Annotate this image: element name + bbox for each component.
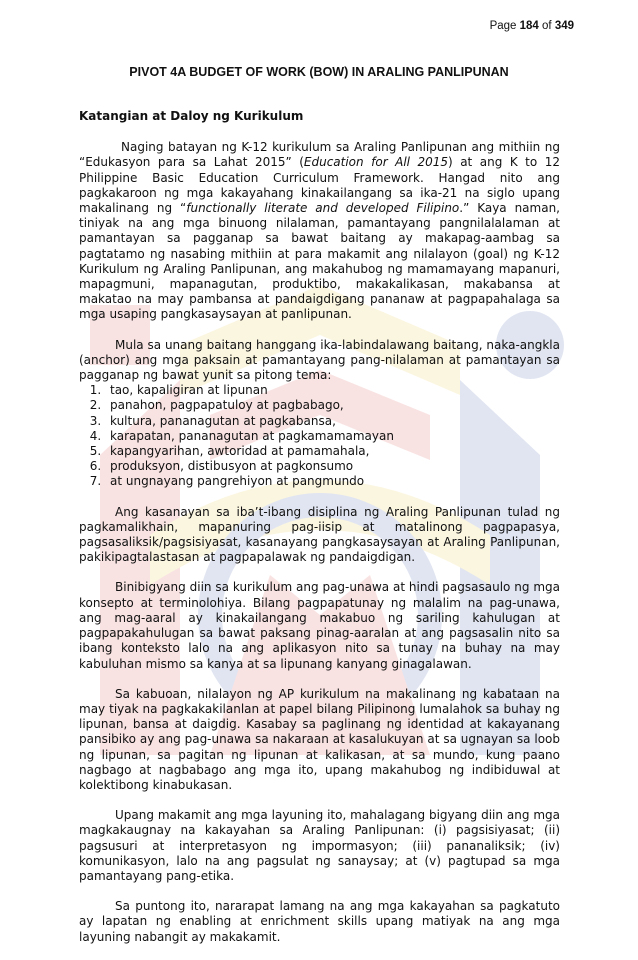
paragraph-competencies: Upang makamit ang mga layuning ito, mahalagang bigyang diin ang mga magkakaugnay na kakayahan sa Araling Panlipunan: (i) pagsisiyasat; (ii) pagsusuri at interpretasyon ng impormasyon; (iii) pananaliksik; (iv) komunikasyon, lalo na ang pagsulat ng sanaysay; at (v) pagtupad sa mga pamantayang pang-etika. xyxy=(79,808,560,883)
paragraph-skills: Ang kasanayan sa iba’t-ibang disiplina ng Araling Panlipunan tulad ng pagkamalikhain, mapanuring pag-iisip at matalinong pagpapasya, pagsasaliksik/pagsisiyasat, kasanayang pangkasaysayan at Araling Panlipunan, pakikipagtalastasan at pagpapalawak ng pandaigdigan. xyxy=(79,504,560,565)
page-of-label: of xyxy=(542,20,552,32)
page-number xyxy=(490,20,574,32)
p1-text-c: ) at ang K to 12 Philippine Basic Education Curriculum Framework. Hangad nito ang pagkakaroon ng mga kakayahang kinakailangang sa ika-21 na siglo upang makalinang ng “ xyxy=(79,155,560,216)
theme-item: 1. tao, kapaligiran at lipunan xyxy=(105,383,560,398)
p1-text-a: Naging batayan ng K-12 kurikulum sa Araling Panlipunan ang mithiin ng “Edukasyon para sa Lahat 2015” ( xyxy=(79,140,560,170)
page-label: Page xyxy=(489,20,517,32)
theme-item: 7. at ungnayang pangrehiyon at pangmundo xyxy=(105,474,560,489)
p1-italic-efa: Education for All 2015 xyxy=(303,155,449,170)
theme-item: 5. kapangyarihan, awtoridad at pamamahala, xyxy=(105,444,560,459)
document-title: PIVOT 4A BUDGET OF WORK (BOW) IN ARALING PANLIPUNAN xyxy=(129,65,509,79)
p1-italic-literate: functionally literate and developed Filipino xyxy=(186,201,460,216)
theme-item: 3. kultura, pananagutan at pagkabansa, xyxy=(105,414,560,429)
paragraph-themes-intro: Mula sa unang baitang hanggang ika-labindalawang baitang, naka-angkla (anchor) ang mga paksain at pamantayang pang-nilalaman at pamantayan sa pagganap ng bawat yunit sa pitong tema: xyxy=(79,337,560,383)
paragraph-understanding: Binibigyang diin sa kurikulum ang pag-unawa at hindi pagsasaulo ng mga konsepto at terminolohiya. Bilang pagpapatunay ng malalim na pag-unawa, ang mag-aaral ay kinakailangang makabuo ng sariling kahulugan at pagpapakahulugan sa bawat paksang pinag-aaralan at ang pagsasalin nito sa ibang konteksto lalo na ang aplikasyon nito sa tunay na buhay na may kabuluhan mismo sa kanya at sa lipunang kanyang ginagalawan. xyxy=(79,580,560,671)
document-body xyxy=(79,109,560,960)
paragraph-conclusion: Sa puntong ito, nararapat lamang na ang mga kakayahan sa pagkatuto ay lapatan ng enabling at enrichment skills upang matiyak na ang mga layuning nabangit ay makakamit. xyxy=(79,899,560,944)
theme-item: 2. panahon, pagpapatuloy at pagbabago, xyxy=(105,398,560,413)
p1-text-e: .” Kaya naman, tiniyak na ang mga binuong nilalaman, pamantayang pangnilalalaman at pamantayan sa pagganap sa bawat baitang ay makapag-aambag sa pagtatamo ng nasabing mithiin at para makamit ang nilalayon (goal) ng K-12 Kurikulum ng Araling Panlipunan, ang makahubog ng mamamayang mapanuri, mapagmuni, mapanagutan, produktibo, makakalikasan, makabansa at makatao na may pambansa at pandaigdigang pananaw at pagpapahalaga sa mga usaping pangkasaysayan at panlipunan. xyxy=(79,201,560,322)
theme-item: 6. produksyon, distibusyon at pagkonsumo xyxy=(105,459,560,474)
total-pages: 349 xyxy=(554,20,574,32)
section-heading: Katangian at Daloy ng Kurikulum xyxy=(79,109,304,123)
paragraph-curriculum-basis xyxy=(79,140,560,322)
themes-list xyxy=(79,383,560,489)
paragraph-summary: Sa kabuoan, nilalayon ng AP kurikulum na makalinang ng kabataan na may tiyak na pagkakakilanlan at papel bilang Pilipinong lumalahok sa buhay ng lipunan, bansa at daigdig. Kasabay sa paglinang ng identidad at kakayanang pansibiko ay ang pag-unawa sa nakaraan at kasalukuyan at sa ugnayan sa loob ng lipunan, sa pagitan ng lipunan at kalikasan, at sa mundo, kung paano nagbago at nagbabago ang mga ito, upang makahubog ng indibiduwal at kolektibong kinabukasan. xyxy=(79,686,560,792)
theme-item: 4. karapatan, pananagutan at pagkamamamayan xyxy=(105,429,560,444)
current-page: 184 xyxy=(519,20,539,32)
